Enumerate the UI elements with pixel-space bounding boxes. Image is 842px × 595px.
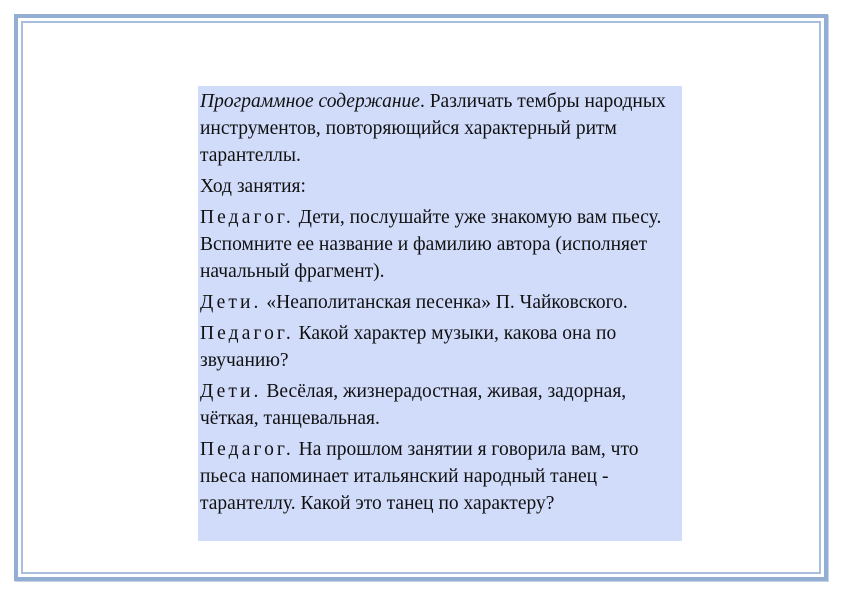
speaker-teacher: Педагог. bbox=[200, 323, 294, 344]
dialogue-text: Какой характер музыки, какова она по звучанию? bbox=[200, 323, 617, 371]
speaker-teacher: Педагог. bbox=[200, 207, 294, 228]
dialogue-text: Весёлая, жизнерадостная, живая, задорная, чёткая, танцевальная. bbox=[200, 381, 627, 429]
program-content-label: Программное содержание bbox=[200, 91, 420, 112]
dialogue-paragraph bbox=[200, 378, 680, 432]
dialogue-text: Дети, послушайте уже знакомую вам пьесу. Вспомните ее название и фамилию автора (исполняет начальный фрагмент). bbox=[200, 207, 662, 282]
dialogue-paragraph bbox=[200, 436, 680, 517]
dialogue-text: На прошлом занятии я говорила вам, что пьеса напоминает итальянский народный танец - тарантеллу. Какой это танец по характеру? bbox=[200, 439, 639, 514]
speaker-children: Дети. bbox=[200, 381, 262, 402]
speaker-teacher: Педагог. bbox=[200, 439, 294, 460]
program-content-text: . Различать тембры народных инструментов, повторяющийся характерный ритм тарантеллы. bbox=[200, 91, 666, 166]
dialogue-paragraph bbox=[200, 289, 680, 316]
speaker-children: Дети. bbox=[200, 292, 262, 313]
dialogue-paragraph bbox=[200, 320, 680, 374]
lesson-progress-heading: Ход занятия: bbox=[200, 176, 306, 197]
dialogue-text: «Неаполитанская песенка» П. Чайковского. bbox=[261, 292, 628, 313]
lesson-text-box bbox=[198, 86, 682, 541]
program-content-paragraph bbox=[200, 88, 680, 169]
dialogue-paragraph bbox=[200, 204, 680, 285]
